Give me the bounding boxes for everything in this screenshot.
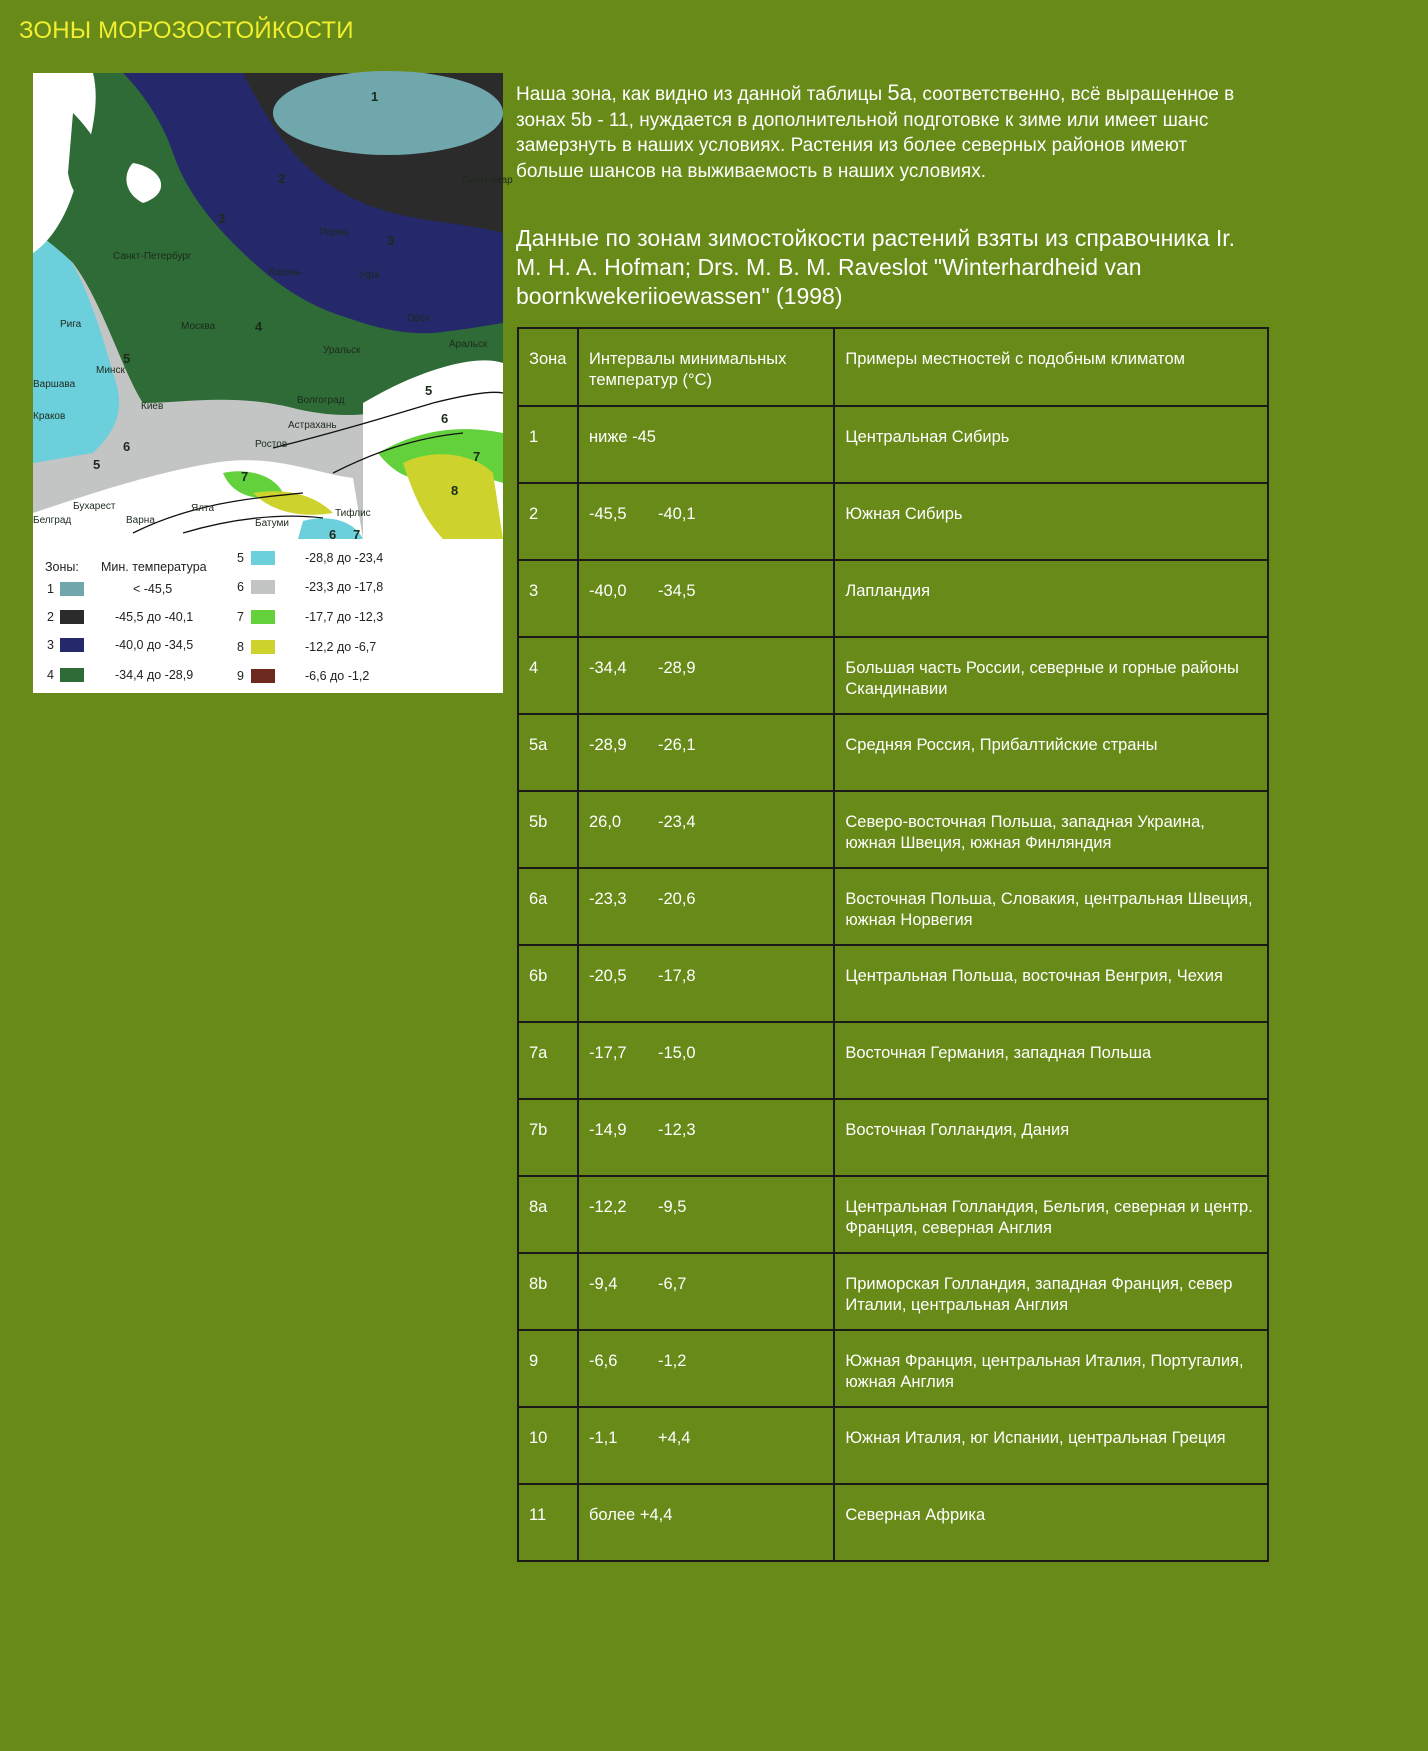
cell-zone: 3: [518, 560, 578, 637]
map-city-label: Тифлис: [335, 508, 371, 519]
temp-min: -45,5: [588, 505, 627, 523]
intro-zone: 5а: [887, 80, 912, 105]
header-examples: Примеры местностей с подобным климатом: [834, 328, 1268, 406]
map-zone-number: 5: [93, 457, 101, 472]
map-city-label: Уральск: [323, 345, 361, 356]
cell-zone: 9: [518, 1330, 578, 1407]
map-zone-number: 8: [451, 483, 459, 498]
temp-min: 26,0: [588, 813, 622, 831]
map-city-label: Минск: [96, 365, 125, 376]
cell-examples: Приморская Голландия, западная Франция, север Италии, центральная Англия: [834, 1253, 1268, 1330]
hardiness-zones-table: [517, 327, 1269, 1562]
cell-temperature: [578, 1022, 834, 1099]
intro-text-end: , соответственно, всё выращенное в зонах 5b - 11, нуждается в дополнительной подготовке к зиме или имеет шанс замерзнуть в наших условиях. Растения из более северных районов имеют больше шансов на выживаемость в наших условиях.: [516, 84, 1235, 182]
cell-zone: 5b: [518, 791, 578, 868]
map-legend: [45, 551, 383, 683]
map-zone-number: 1: [371, 89, 379, 104]
cell-examples: Центральная Польша, восточная Венгрия, Чехия: [834, 945, 1268, 1022]
map-city-label: Рига: [60, 319, 82, 330]
cell-examples: Лапландия: [834, 560, 1268, 637]
cell-examples: Центральная Голландия, Бельгия, северная и центр. Франция, северная Англия: [834, 1176, 1268, 1253]
legend-zone: 4: [47, 668, 54, 682]
map-city-label: Москва: [181, 321, 216, 332]
legend-range: -17,7 до -12,3: [305, 610, 384, 624]
temp-max: -15,0: [657, 1044, 696, 1062]
temp-max: -20,6: [657, 890, 696, 908]
temp-min: ниже -45: [588, 428, 656, 446]
temp-max: -34,5: [657, 582, 696, 600]
legend-zones-header: Зоны:: [45, 560, 79, 574]
cell-zone: 8a: [518, 1176, 578, 1253]
cell-temperature: [578, 637, 834, 714]
header-temperature: Интервалы минимальных температур (°C): [578, 328, 834, 406]
temp-max: -1,2: [657, 1352, 687, 1370]
cell-examples: Восточная Голландия, Дания: [834, 1099, 1268, 1176]
temp-min: -23,3: [588, 890, 627, 908]
temp-min: -40,0: [588, 582, 627, 600]
map-zone-number: 7: [473, 449, 481, 464]
cell-temperature: [578, 1484, 834, 1561]
table-row: [518, 483, 1268, 560]
map-zone-number: 4: [255, 319, 263, 334]
map-city-label: Уфа: [359, 270, 380, 281]
legend-swatch: [251, 580, 275, 594]
table-row: [518, 714, 1268, 791]
temp-max: +4,4: [657, 1429, 691, 1447]
cell-zone: 6b: [518, 945, 578, 1022]
cell-temperature: [578, 1330, 834, 1407]
table-row: [518, 1099, 1268, 1176]
table-row: [518, 1330, 1268, 1407]
map-city-label: Киев: [141, 401, 164, 412]
cell-temperature: [578, 483, 834, 560]
temp-max: -9,5: [657, 1198, 687, 1216]
cell-temperature: [578, 714, 834, 791]
cell-zone: 1: [518, 406, 578, 483]
cell-examples: Северная Африка: [834, 1484, 1268, 1561]
map-zone-number: 5: [425, 383, 433, 398]
map-city-label: Белград: [33, 515, 72, 526]
legend-range: -12,2 до -6,7: [305, 640, 377, 654]
map-zone-number: 2: [278, 171, 286, 186]
temp-min: -12,2: [588, 1198, 627, 1216]
legend-range: -6,6 до -1,2: [305, 669, 370, 683]
temp-max: -23,4: [657, 813, 696, 831]
cell-examples: Северо-восточная Польша, западная Украина, южная Швеция, южная Финляндия: [834, 791, 1268, 868]
cell-examples: Средняя Россия, Прибалтийские страны: [834, 714, 1268, 791]
temp-max: -17,8: [657, 967, 696, 985]
temp-max: -12,3: [657, 1121, 696, 1139]
map-zone-number: 5: [123, 351, 131, 366]
legend-range: -34,4 до -28,9: [115, 668, 194, 682]
intro-text-start: Наша зона, как видно из данной таблицы: [516, 84, 888, 105]
cell-examples: Центральная Сибирь: [834, 406, 1268, 483]
table-row: [518, 1253, 1268, 1330]
cell-examples: Восточная Германия, западная Польша: [834, 1022, 1268, 1099]
table-row: [518, 791, 1268, 868]
legend-zone: 9: [237, 669, 244, 683]
cell-examples: Южная Италия, юг Испании, центральная Греция: [834, 1407, 1268, 1484]
legend-range: -45,5 до -40,1: [115, 610, 194, 624]
map-city-label: Ялта: [191, 503, 215, 514]
legend-zone: 6: [237, 580, 244, 594]
cell-examples: Восточная Польша, Словакия, центральная Швеция, южная Норвегия: [834, 868, 1268, 945]
hardiness-zone-map: [33, 73, 513, 693]
map-city-label: Пермь: [319, 227, 350, 238]
temp-max: -26,1: [657, 736, 696, 754]
map-city-label: Ростов: [255, 439, 288, 450]
cell-zone: 7a: [518, 1022, 578, 1099]
source-note: Данные по зонам зимостойкости растений взяты из справочника Ir. M. H. A. Hofman; Drs. M. B. M. Raveslot "Winterhardheid van boornkwekeriioewassen" (1998): [516, 225, 1236, 309]
cell-examples: Большая часть России, северные и горные районы Скандинавии: [834, 637, 1268, 714]
map-city-label: Орск: [407, 313, 430, 324]
table-row: [518, 1407, 1268, 1484]
temp-min: -6,6: [588, 1352, 618, 1370]
legend-zone: 3: [47, 638, 54, 652]
map-city-label: Бухарест: [73, 501, 116, 512]
cell-zone: 10: [518, 1407, 578, 1484]
map-zone-number: 7: [241, 469, 249, 484]
map-city-label: Сыктывкар: [461, 175, 513, 186]
legend-swatch: [60, 638, 84, 652]
map-city-label: Варшава: [33, 379, 76, 390]
page-title: ЗОНЫ МОРОЗОСТОЙКОСТИ: [19, 17, 354, 44]
cell-temperature: [578, 945, 834, 1022]
table-row: [518, 560, 1268, 637]
map-city-label: Краков: [33, 411, 66, 422]
legend-range: -28,8 до -23,4: [305, 551, 384, 565]
temp-min: -20,5: [588, 967, 627, 985]
legend-zone: 1: [47, 582, 54, 596]
map-zone-number: 6: [441, 411, 449, 426]
intro-paragraph: [516, 80, 1256, 184]
legend-zone: 7: [237, 610, 244, 624]
cell-temperature: [578, 791, 834, 868]
temp-min: -34,4: [588, 659, 627, 677]
temp-min: -28,9: [588, 736, 627, 754]
cell-examples: Южная Франция, центральная Италия, Португалия, южная Англия: [834, 1330, 1268, 1407]
map-city-label: Казань: [269, 267, 302, 278]
temp-max: -40,1: [657, 505, 696, 523]
cell-zone: 2: [518, 483, 578, 560]
temp-max: -28,9: [657, 659, 696, 677]
cell-zone: 11: [518, 1484, 578, 1561]
table-row: [518, 1484, 1268, 1561]
map-city-label: Варна: [126, 515, 155, 526]
temp-min: -1,1: [588, 1429, 618, 1447]
legend-swatch: [251, 610, 275, 624]
map-zone-number: 6: [329, 527, 337, 542]
legend-zone: 8: [237, 640, 244, 654]
cell-temperature: [578, 1176, 834, 1253]
cell-temperature: [578, 868, 834, 945]
legend-range: < -45,5: [133, 582, 173, 596]
table-row: [518, 637, 1268, 714]
cell-temperature: [578, 406, 834, 483]
legend-zone: 5: [237, 551, 244, 565]
table-row: [518, 945, 1268, 1022]
legend-swatch: [60, 610, 84, 624]
table-row: [518, 868, 1268, 945]
header-zone: Зона: [518, 328, 578, 406]
cell-zone: 6a: [518, 868, 578, 945]
table-header-row: [518, 328, 1268, 406]
legend-swatch: [60, 668, 84, 682]
temp-min: -9,4: [588, 1275, 618, 1293]
map-city-label: Санкт-Петербург: [113, 251, 192, 262]
table-row: [518, 1022, 1268, 1099]
map-zone-number: 7: [353, 527, 361, 542]
temp-min: -17,7: [588, 1044, 627, 1062]
temp-min: более +4,4: [588, 1506, 673, 1524]
legend-range: -40,0 до -34,5: [115, 638, 194, 652]
legend-temp-header: Мин. температура: [101, 560, 207, 574]
map-city-label: Батуми: [255, 518, 289, 529]
map-city-label: Аральск: [449, 339, 488, 350]
map-zone-number: 6: [123, 439, 131, 454]
cell-temperature: [578, 1099, 834, 1176]
cell-zone: 7b: [518, 1099, 578, 1176]
legend-swatch: [60, 582, 84, 596]
cell-zone: 4: [518, 637, 578, 714]
map-zone-number: 3: [387, 233, 395, 248]
legend-swatch: [251, 669, 275, 683]
cell-examples: Южная Сибирь: [834, 483, 1268, 560]
temp-max: -6,7: [657, 1275, 687, 1293]
map-city-label: Волгоград: [297, 395, 345, 406]
table-row: [518, 1176, 1268, 1253]
table-row: [518, 406, 1268, 483]
map-zone-number: 3: [218, 211, 226, 226]
cell-zone: 8b: [518, 1253, 578, 1330]
cell-zone: 5a: [518, 714, 578, 791]
cell-temperature: [578, 1253, 834, 1330]
cell-temperature: [578, 560, 834, 637]
legend-range: -23,3 до -17,8: [305, 580, 384, 594]
legend-zone: 2: [47, 610, 54, 624]
cell-temperature: [578, 1407, 834, 1484]
map-city-label: Астрахань: [288, 420, 337, 431]
legend-swatch: [251, 551, 275, 565]
temp-min: -14,9: [588, 1121, 627, 1139]
legend-swatch: [251, 640, 275, 654]
